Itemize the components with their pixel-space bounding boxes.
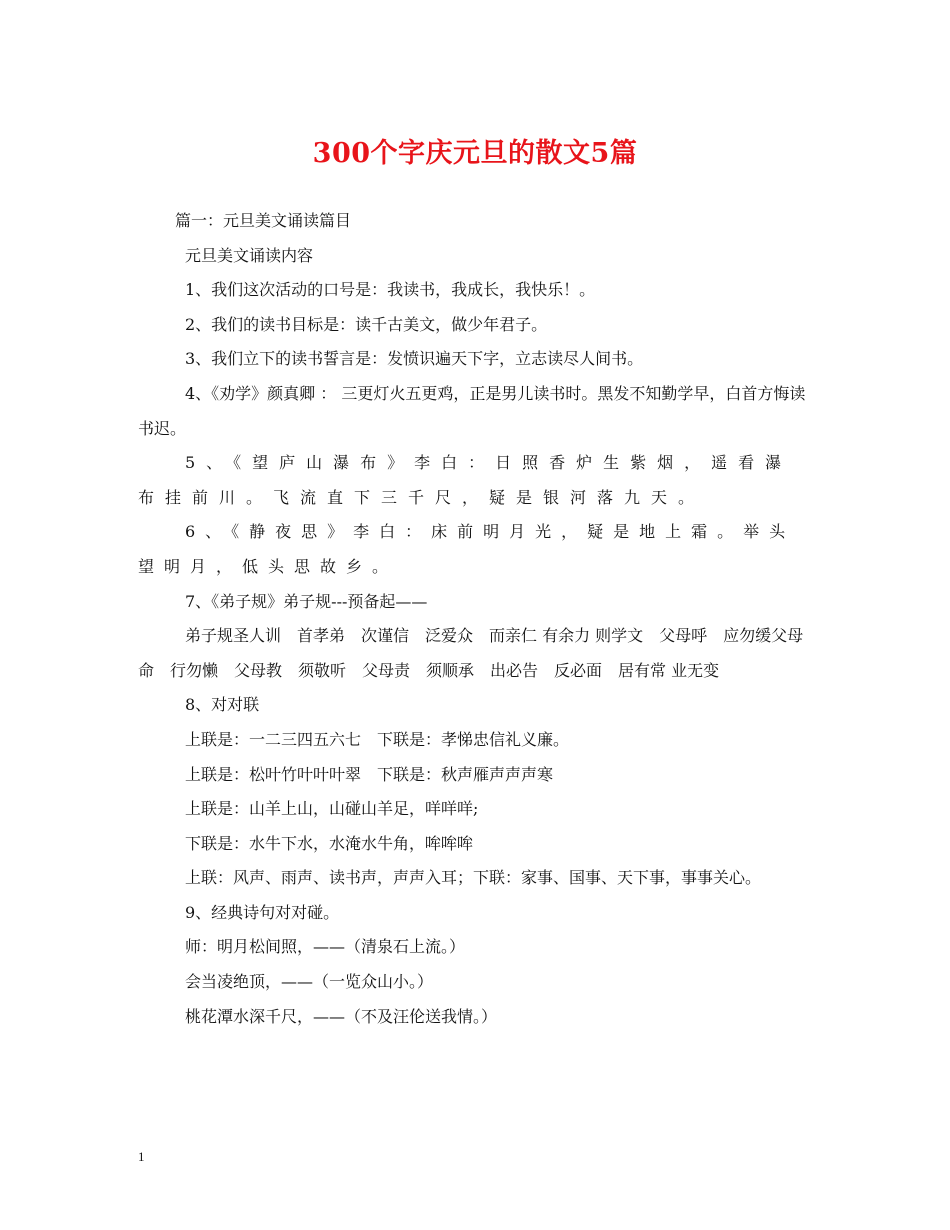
paragraph: 会当凌绝顶，——（一览众山小。） [185,972,434,992]
page-number: 1 [138,1149,145,1164]
paragraph-heading: 篇一：元旦美文诵读篇目 [175,211,352,230]
paragraph: 桃花潭水深千尺，——（不及汪伦送我情。） [185,1006,498,1026]
paragraph: 7、《弟子规》弟子规---预备起—— [185,591,428,611]
document-body [138,204,814,1034]
paragraph: 9、经典诗句对对碰。 [185,902,340,922]
paragraph: 6、《静夜思》李白：床前明月光，疑是地上霜。举头望明月，低头思故乡。 [138,522,796,576]
paragraph: 上联：风声、雨声、读书声，声声入耳；下联：家事、国事、天下事，事事关心。 [185,868,762,888]
paragraph: 3、我们立下的读书誓言是：发愤识遍天下字，立志读尽人间书。 [185,349,644,369]
paragraph: 8、对对联 [185,695,260,715]
paragraph: 弟子规圣人训 首孝弟 次谨信 泛爱众 而亲仁 有余力 则学文 父母呼 应勿缓父母命 行勿懒 父母教 须敬听 父母责 须顺承 出必告 反必面 居有常 业无变 [138,626,804,680]
paragraph: 2、我们的读书目标是：读千古美文，做少年君子。 [185,314,548,334]
document-title: 300个字庆元旦的散文5篇 [312,138,638,169]
paragraph: 4、《劝学》颜真卿 ： 三更灯火五更鸡，正是男儿读书时。黑发不知勤学早，白首方悔读书迟。 [138,383,806,438]
paragraph: 下联是：水牛下水，水淹水牛角，哞哞哞 [185,833,474,853]
paragraph: 上联是：山羊上山，山碰山羊足，咩咩咩; [185,799,479,819]
paragraph: 1、我们这次活动的口号是：我读书，我成长，我快乐！。 [185,280,596,300]
paragraph: 元旦美文诵读内容 [185,245,314,265]
paragraph: 上联是：松叶竹叶叶叶翠 下联是：秋声雁声声声寒 [185,764,554,784]
paragraph: 上联是：一二三四五六七 下联是：孝悌忠信礼义廉。 [185,729,570,749]
paragraph: 师：明月松间照，——（清泉石上流。） [185,937,466,957]
paragraph: 5、《望庐山瀑布》李白：日照香炉生紫烟，遥看瀑布挂前川。飞流直下三千尺，疑是银河落九天。 [138,453,793,507]
